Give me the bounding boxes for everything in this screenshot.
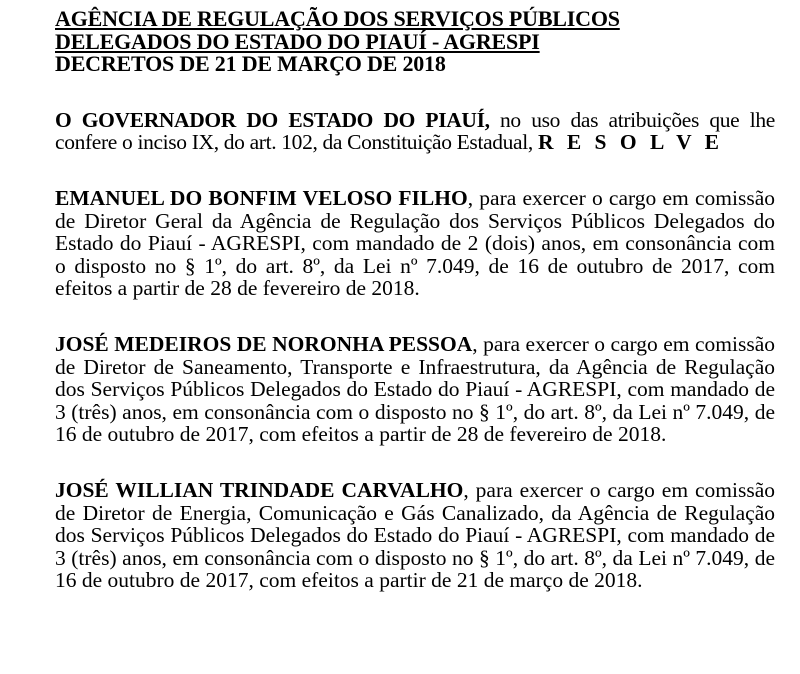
document-page: [55, 8, 775, 591]
decree-text-1: , para exercer o cargo em comissão de Diretor Geral da Agência de Regulação dos Serviços Públicos Delegados do Estado do Piauí - AGRESPI, com mandado de 2 (dois) anos, em consonância com o disposto no § 1º, do art. 8º, da Lei nº 7.049, de 16 de outubro de 2017, com efeitos a partir de 28 de fevereiro de 2018.: [55, 186, 776, 300]
intro-paragraph: [55, 109, 775, 154]
document-header: [55, 8, 775, 76]
decree-name-1: EMANUEL DO BONFIM VELOSO FILHO: [55, 186, 468, 211]
header-agency-line-1: AGÊNCIA DE REGULAÇÃO DOS SERVIÇOS PÚBLICOS: [55, 6, 620, 31]
decree-paragraph-3: [55, 479, 775, 591]
decree-paragraph-2: [55, 333, 775, 445]
header-agency-line-2: DELEGADOS DO ESTADO DO PIAUÍ - AGRESPI: [55, 28, 540, 54]
decree-name-2: JOSÉ MEDEIROS DE NORONHA PESSOA: [55, 332, 473, 357]
decree-text-3: , para exercer o cargo em comissão de Diretor de Energia, Comunicação e Gás Canalizado, da Agência de Regulação dos Serviços Públicos Delegados do Estado do Piauí - AGRESPI, com mandado de 3 (três) anos, em consonância com o disposto no § 1º, do art. 8º, da Lei nº 7.049, de 16 de outubro de 2017, com efeitos a partir de 21 de março de 2018.: [55, 478, 775, 592]
decree-name-3: JOSÉ WILLIAN TRINDADE CARVALHO: [55, 478, 464, 503]
intro-text: no uso das atribuições que lhe confere o inciso IX, do art. 102, da Constituição Estadual,: [55, 107, 776, 154]
decree-paragraph-1: [55, 187, 775, 299]
intro-governor-title: O GOVERNADOR DO ESTADO DO PIAUÍ,: [55, 107, 490, 132]
decree-text-2: , para exercer o cargo em comissão de Diretor de Saneamento, Transporte e Infraestrutura, da Agência de Regulação dos Serviços Públicos Delegados do Estado do Piauí - AGRESPI, com mandado de 3 (três) anos, em consonância com o disposto no § 1º, do art. 8º, da Lei nº 7.049, de 16 de outubro de 2017, com efeitos a partir de 28 de fevereiro de 2018.: [55, 332, 775, 446]
intro-resolve: R E S O L V E: [537, 129, 723, 154]
header-decree-date: DECRETOS DE 21 DE MARÇO DE 2018: [55, 51, 446, 76]
